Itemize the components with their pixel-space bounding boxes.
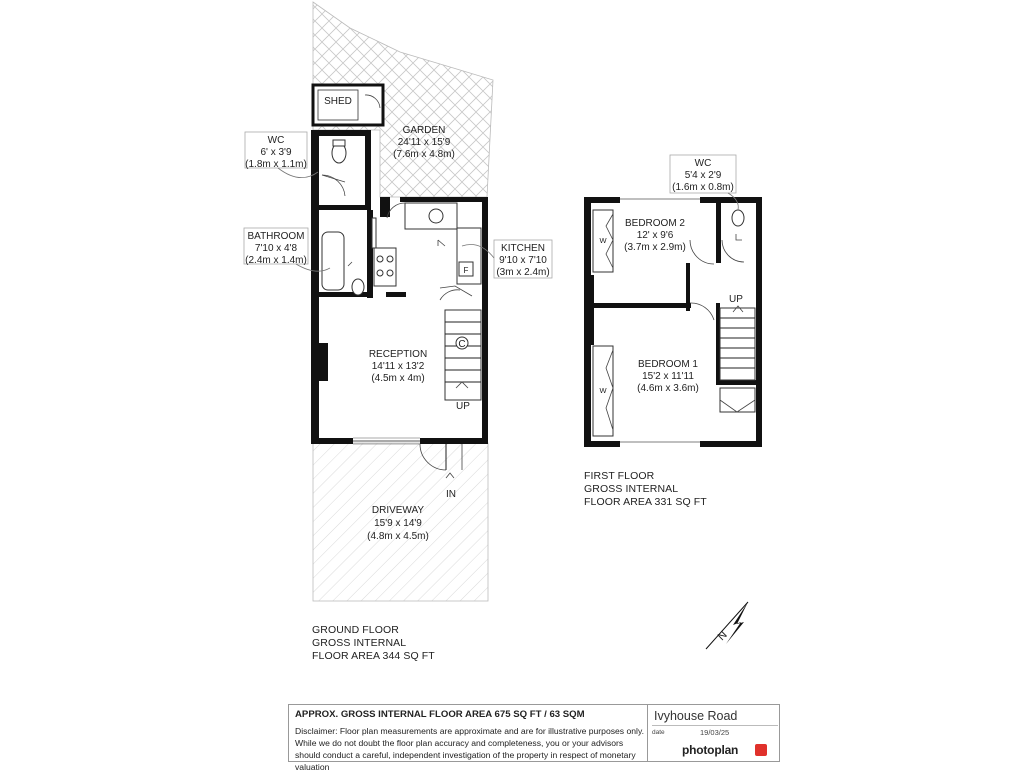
driveway-dims-metric: (4.8m x 4.5m) xyxy=(367,531,429,542)
wardrobe-marker-bedroom2: W xyxy=(599,236,607,245)
fridge-marker: F xyxy=(463,266,469,275)
first-wc-dims-metric: (1.6m x 0.8m) xyxy=(672,182,734,193)
garden-dims-metric: (7.6m x 4.8m) xyxy=(393,149,455,160)
first-caption-line-2: GROSS INTERNAL xyxy=(584,483,679,495)
total-area-title: APPROX. GROSS INTERNAL FLOOR AREA 675 SQ FT / 63 SQM xyxy=(295,709,585,720)
footer-info xyxy=(289,705,648,772)
ground-caption-line-3: FLOOR AREA 344 SQ FT xyxy=(312,650,435,662)
ground-wc-dims-metric: (1.8m x 1.1m) xyxy=(245,159,307,170)
driveway-dims-imperial: 15'9 x 14'9 xyxy=(374,518,422,529)
first-caption-line-1: FIRST FLOOR xyxy=(584,470,655,482)
bedroom2-label: BEDROOM 2 xyxy=(624,218,686,229)
reception-dims-metric: (4.5m x 4m) xyxy=(371,373,425,384)
shed-label: SHED xyxy=(324,96,352,107)
date-label: date xyxy=(652,729,665,736)
first-caption-line-3: FLOOR AREA 331 SQ FT xyxy=(584,496,707,508)
ground-caption-line-1: GROUND FLOOR xyxy=(312,624,399,636)
bathroom-label: BATHROOM xyxy=(247,231,305,242)
disclaimer-text: Disclaimer: Floor plan measurements are approximate and are for illustrative purposes only. While we do not doubt the floor plan accuracy and completeness, you or your advisors should conduct a careful, independent investigation of the property in respect of monetary valuation xyxy=(295,726,644,772)
ground-up-marker: UP xyxy=(456,401,470,412)
bedroom1-label: BEDROOM 1 xyxy=(637,359,699,370)
bathroom-dims-metric: (2.4m x 1.4m) xyxy=(245,255,307,266)
bedroom2-dims-imperial: 12' x 9'6 xyxy=(636,230,674,241)
north-compass-icon xyxy=(706,602,748,649)
bedroom1-dims-imperial: 15'2 x 11'11 xyxy=(642,371,694,382)
property-address: Ivyhouse Road xyxy=(652,707,778,726)
cupboard-marker: C xyxy=(458,339,466,350)
first-up-marker: UP xyxy=(729,294,743,305)
reception-label: RECEPTION xyxy=(368,349,428,360)
callout-ground-wc xyxy=(245,132,318,178)
first-floor-caption xyxy=(584,470,707,509)
camera-logo-icon xyxy=(755,744,767,756)
garden-dims-imperial: 24'11 x 15'9 xyxy=(397,137,451,148)
first-wc-label: WC xyxy=(694,158,712,169)
first-wc-dims-imperial: 5'4 x 2'9 xyxy=(684,170,722,181)
kitchen-dims-metric: (3m x 2.4m) xyxy=(496,267,550,278)
driveway-label: DRIVEWAY xyxy=(371,505,425,516)
footer-panel xyxy=(288,704,780,772)
ground-wc-fixtures xyxy=(322,140,346,196)
kitchen-label: KITCHEN xyxy=(501,243,545,254)
bedroom1-dims-metric: (4.6m x 3.6m) xyxy=(637,383,699,394)
footer-branding xyxy=(648,705,779,761)
bathroom-dims-imperial: 7'10 x 4'8 xyxy=(254,243,298,254)
wardrobe-marker-bedroom1: W xyxy=(599,386,607,395)
date-value: 19/03/25 xyxy=(700,728,730,737)
reception-dims-imperial: 14'11 x 13'2 xyxy=(371,361,425,372)
ground-caption-line-2: GROSS INTERNAL xyxy=(312,637,407,649)
bedroom2-dims-metric: (3.7m x 2.9m) xyxy=(624,242,686,253)
garden-label: GARDEN xyxy=(402,125,446,136)
entrance-marker: IN xyxy=(446,489,456,500)
ground-wc-dims-imperial: 6' x 3'9 xyxy=(260,147,292,158)
kitchen-dims-imperial: 9'10 x 7'10 xyxy=(499,255,547,266)
compass-label: N xyxy=(715,629,730,644)
ground-wc-label: WC xyxy=(267,135,285,146)
brand-name: photoplan xyxy=(682,743,739,757)
ground-floor-caption xyxy=(312,624,435,663)
